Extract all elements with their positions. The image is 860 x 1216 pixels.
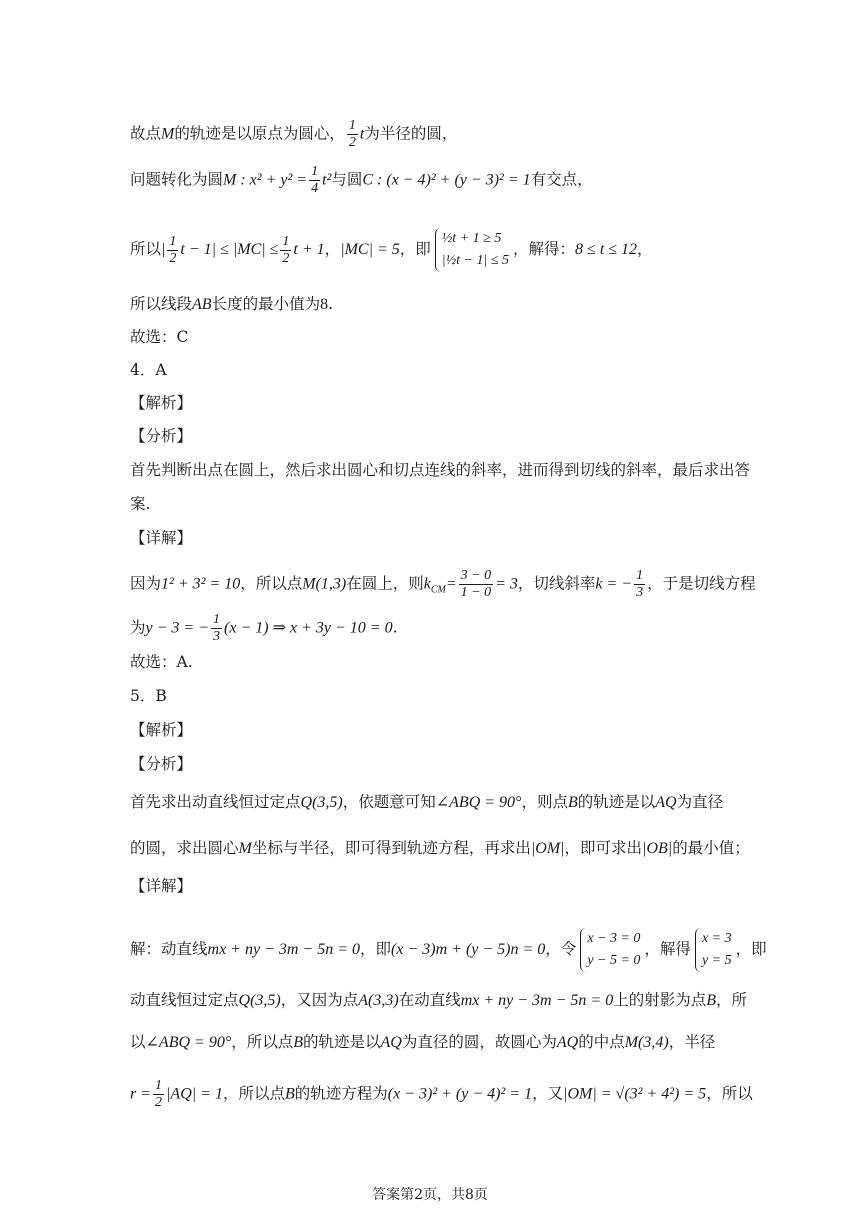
math: t: [359, 125, 365, 143]
section-heading: 【详解】: [130, 529, 193, 547]
text: ，即: [399, 240, 431, 258]
math: C : (x − 4)² + (y − 3)² = 1: [362, 171, 531, 189]
page-footer: 答案第2页，共8页: [372, 1187, 488, 1203]
section-heading: 【分析】: [130, 755, 193, 773]
section-heading: 【分析】: [130, 427, 193, 445]
math: |MC| = 5: [340, 241, 400, 258]
math: t²: [322, 171, 332, 189]
text: 所以: [130, 240, 162, 258]
text-line: 所以线段AB长度的最小值为8.: [130, 295, 334, 313]
text: 问题转化为圆: [130, 170, 224, 189]
text: 有交点，: [530, 170, 593, 189]
text: 为半径的圆，: [364, 124, 458, 143]
section-heading: 【解析】: [130, 721, 193, 739]
math: t − 1| ≤ |MC| ≤: [180, 241, 279, 258]
text-line: 为y − 3 = − $\frac{1}{3}$ (x − 1) ⇒ x + 3y − 10 = 0.: [130, 612, 398, 644]
text-line: 的圆，求出圆心M坐标与半径，即可得到轨迹方程，再求出|OM|，即可求出|OB|的最小值；: [130, 839, 750, 857]
text-line: 以∠ABQ = 90°，所以点B的轨迹是以AQ为直径的圆，故圆心为AQ的中点M(3,4)，半径: [130, 1033, 716, 1051]
text: ，解得：: [513, 240, 576, 258]
math: M: [161, 125, 175, 143]
text-line: 故选：C: [130, 328, 189, 346]
text: 的轨迹是以原点为圆心，: [174, 124, 345, 143]
math: |: [161, 241, 166, 258]
text-line: [130, 118, 780, 151]
text: ，: [324, 240, 341, 258]
text-line: 动直线恒过定点Q(3,5)，又因为点A(3,3)在动直线mx + ny − 3m − 5n = 0上的射影为点B，所: [130, 991, 748, 1009]
text: 故点: [130, 124, 162, 143]
question-number: 5．B: [130, 687, 167, 705]
text-line: 故选：A.: [130, 653, 193, 671]
text-line: [130, 164, 780, 197]
text-line: 案.: [130, 495, 151, 513]
section-heading: 【解析】: [130, 394, 193, 412]
math: t + 1: [293, 241, 325, 258]
text-line: 解：动直线mx + ny − 3m − 5n = 0，即(x − 3)m + (y − 5)n = 0，令 x − 3 = 0 y − 5 = 0 ，解得 x = 3 y = 5 ，即: [130, 928, 780, 972]
math: 8 ≤ t ≤ 12: [575, 241, 638, 258]
text: 与圆: [331, 170, 363, 189]
fraction: $\frac{1}{2}$: [348, 118, 356, 150]
text-line: r = $\frac{1}{2}$ |AQ| = 1，所以点B的轨迹方程为(x − 3)² + (y − 4)² = 1，又|OM| = √(3² + 4²) = 5，所以: [130, 1078, 753, 1110]
text: ，: [637, 240, 653, 258]
text-line: 首先求出动直线恒过定点Q(3,5)，依题意可知∠ABQ = 90°，则点B的轨迹是以AQ为直径: [130, 793, 724, 811]
text-line: 因为1² + 3² = 10，所以点M(1,3)在圆上，则$k_{CM}=$ $\frac{3 - 0}{1 - 0}$ = 3，切线斜率k = − $\frac{1}{3}$ ，于是切线方程: [130, 568, 756, 600]
equation-system: ½t + 1 ≥ 5 |½t − 1| ≤ 5: [435, 228, 509, 272]
fraction: $\frac{1}{4}$: [311, 164, 319, 196]
math: M : x² + y² =: [223, 171, 308, 189]
text-line: [130, 228, 780, 272]
fraction: $\frac{1}{2}$: [169, 233, 177, 266]
fraction: $\frac{1}{2}$: [282, 233, 290, 266]
text-line: 首先判断出点在圆上，然后求出圆心和切点连线的斜率，进而得到切线的斜率，最后求出答: [130, 461, 751, 479]
section-heading: 【详解】: [130, 877, 193, 895]
question-number: 4．A: [130, 361, 167, 379]
